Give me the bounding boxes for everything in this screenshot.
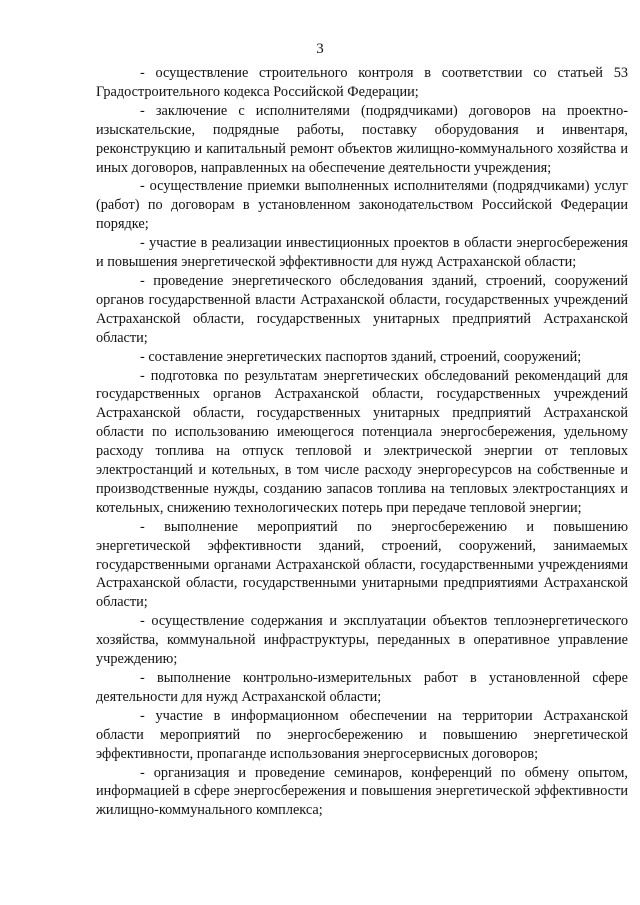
paragraph-energy-measures: - выполнение мероприятий по энергосбережению и повышению энергетической эффективности зданий, строений, сооружений, занимаемых государственными органами Астраханской области, государственными учреждениями Астраханской области, государственными унитарными предприятиями Астраханской области; xyxy=(96,518,628,611)
paragraph-investment-projects: - участие в реализации инвестиционных проектов в области энергосбережения и повышения энергетической эффективности для нужд Астраханской области; xyxy=(96,235,628,271)
paragraph-recommendations: - подготовка по результатам энергетических обследований рекомендаций для государственных органов Астраханской области, государственных учреждений Астраханской области, государственных унитарных предприятий Астраханской области по использованию имеющегося потенциала энергосбережения, удельному расходу топлива на отпуск тепловой и электрической энергии от тепловых электростанций и котельных, в том числе расходу энергоресурсов на собственные и производственные нужды, созданию запасов топлива на тепловых электростанциях и котельных, снижению технологических потерь при передаче тепловой энергии; xyxy=(96,367,628,516)
document-body xyxy=(96,64,628,820)
paragraph-information-support: - участие в информационном обеспечении на территории Астраханской области мероприятий по энергосбережению и повышению энергетической эффективности, пропаганде использования энергосервисных договоров; xyxy=(96,707,628,762)
paragraph-measurement-works: - выполнение контрольно-измерительных работ в установленной сфере деятельности для нужд Астраханской области; xyxy=(96,670,628,705)
paragraph-construction-control: - осуществление строительного контроля в соответствии со статьей 53 Градостроительного кодекса Российской Федерации; xyxy=(96,65,628,100)
paragraph-energy-audit: - проведение энергетического обследования зданий, строений, сооружений органов государственной власти Астраханской области, государственных учреждений Астраханской области, государственных унитарных предприятий Астраханской области; xyxy=(96,272,628,346)
paragraph-acceptance: - осуществление приемки выполненных исполнителями (подрядчиками) услуг (работ) по договорам в установленном законодательством Российской Федерации порядке; xyxy=(96,178,628,233)
paragraph-maintenance: - осуществление содержания и эксплуатации объектов теплоэнергетического хозяйства, коммунальной инфраструктуры, переданных в оперативное управление учреждению; xyxy=(96,613,628,668)
paragraph-contracts: - заключение с исполнителями (подрядчиками) договоров на проектно-изыскательские, подрядные работы, поставку оборудования и инвентаря, реконструкцию и капитальный ремонт объектов жилищно-коммунального хозяйства и иных договоров, направленных на обеспечение деятельности учреждения; xyxy=(96,102,628,176)
paragraph-seminars: - организация и проведение семинаров, конференций по обмену опытом, информацией в сфере энергосбережения и повышения энергетической эффективности жилищно-коммунального комплекса; xyxy=(96,764,628,819)
page-number: 3 xyxy=(316,41,324,57)
paragraph-energy-passports: - составление энергетических паспортов зданий, строений, сооружений; xyxy=(140,348,582,365)
